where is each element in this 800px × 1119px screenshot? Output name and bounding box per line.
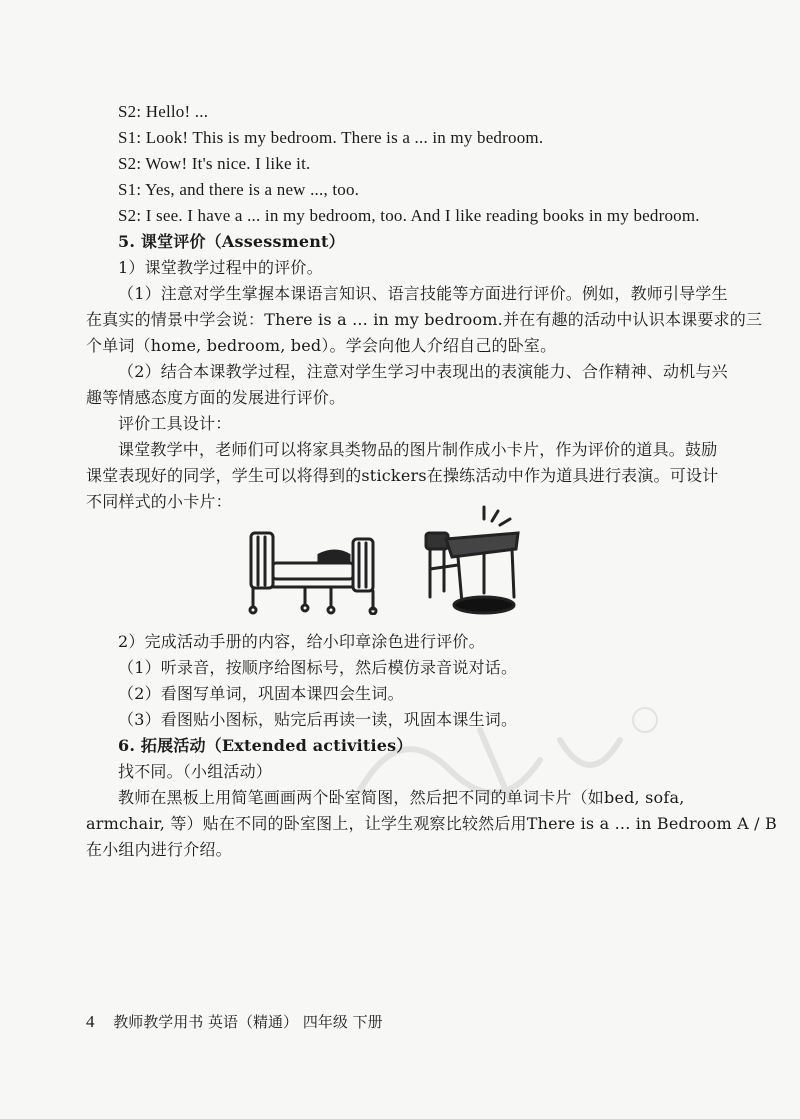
bed-icon: [245, 525, 385, 615]
page-number: 4: [86, 1012, 95, 1031]
paragraph-line: 教师在黑板上用简笔画画两个卧室简图，然后把不同的单词卡片（如bed, sofa,: [118, 788, 685, 807]
paragraph-line: 不同样式的小卡片：: [86, 492, 232, 511]
paragraph-line: 在真实的情景中学会说：There is a ... in my bedroom.并在有趣的活动中认识本课要求的三: [86, 310, 763, 329]
watermark-logo: [340, 700, 670, 820]
tool-title: 评价工具设计：: [118, 414, 232, 433]
section-6-title: 6. 拓展活动（Extended activities）: [118, 736, 413, 755]
page-footer: [86, 1012, 383, 1032]
section-6-sub: 找不同。（小组活动）: [118, 762, 273, 781]
paragraph-line: 课堂教学中，老师们可以将家具类物品的图片制作成小卡片，作为评价的道具。鼓励: [118, 440, 718, 459]
section-5-sub1: 1）课堂教学过程中的评价。: [118, 258, 323, 277]
sticker-figures: [240, 515, 540, 615]
paragraph-line: 趣等情感态度方面的发展进行评价。: [86, 388, 346, 407]
dialogue-line: S2: I see. I have a ... in my bedroom, too. And I like reading books in my bedroom.: [118, 206, 700, 225]
list-item: （2）看图写单词，巩固本课四会生词。: [118, 684, 404, 703]
dialogue-line: S2: Wow! It's nice. I like it.: [118, 154, 311, 173]
desk-chair-icon: [418, 503, 528, 618]
paragraph-line: 课堂表现好的同学，学生可以将得到的stickers在操练活动中作为道具进行表演。可设计: [86, 466, 719, 485]
list-item: （1）听录音，按顺序给图标号，然后模仿录音说对话。: [118, 658, 518, 677]
paragraph-line: armchair, 等）贴在不同的卧室图上，让学生观察比较然后用There is a ... in Bedroom A / B: [86, 814, 777, 833]
paragraph-line: （2）结合本课教学过程，注意对学生学习中表现出的表演能力、合作精神、动机与兴: [118, 362, 728, 381]
paragraph-line: 个单词（home, bedroom, bed）。学会向他人介绍自己的卧室。: [86, 336, 557, 355]
paragraph-line: 在小组内进行介绍。: [86, 840, 232, 859]
section-5-sub2: 2）完成活动手册的内容，给小印章涂色进行评价。: [118, 632, 485, 651]
dialogue-line: S1: Yes, and there is a new ..., too.: [118, 180, 360, 199]
section-5-title: 5. 课堂评价（Assessment）: [118, 232, 345, 251]
book-title: 教师教学用书 英语（精通） 四年级 下册: [113, 1013, 383, 1031]
dialogue-line: S1: Look! This is my bedroom. There is a ... in my bedroom.: [118, 128, 544, 147]
list-item: （3）看图贴小图标，贴完后再读一读，巩固本课生词。: [118, 710, 518, 729]
dialogue-line: S2: Hello! ...: [118, 102, 209, 121]
paragraph-line: （1）注意对学生掌握本课语言知识、语言技能等方面进行评价。例如，教师引导学生: [118, 284, 728, 303]
